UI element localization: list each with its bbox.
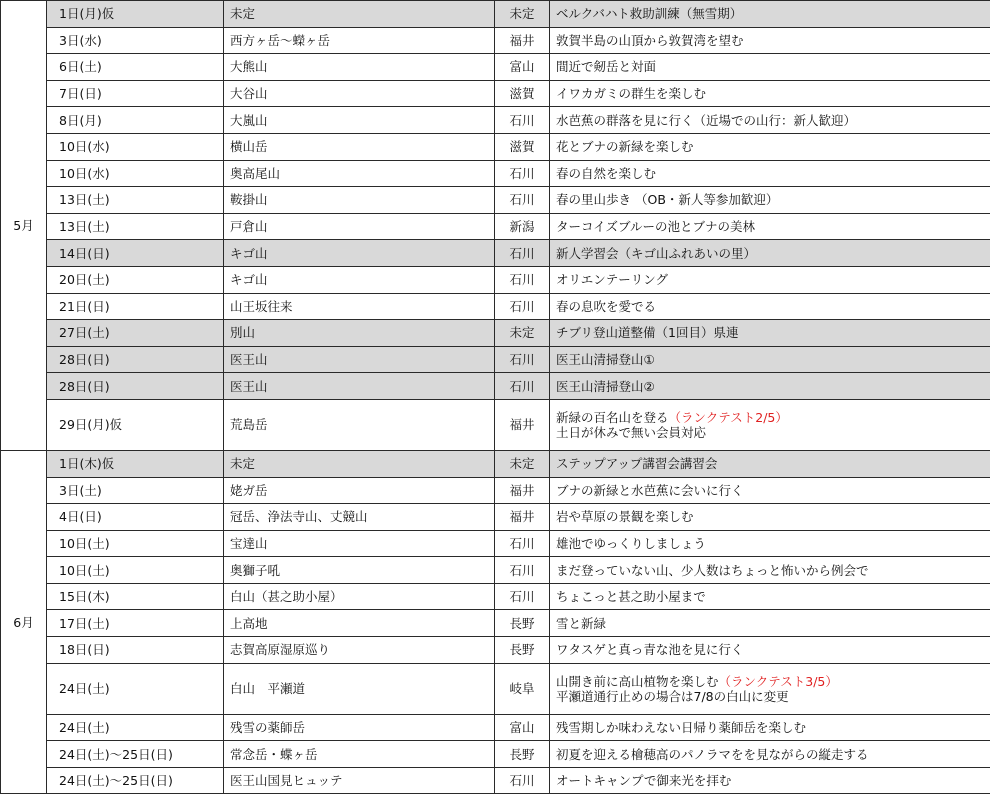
mountain-cell: 山王坂往来 xyxy=(224,293,495,320)
date-cell: 24日(土) xyxy=(47,714,224,741)
date-cell: 10日(水) xyxy=(47,160,224,187)
table-row xyxy=(1,610,990,637)
mountain-cell: 姥ガ岳 xyxy=(224,477,495,504)
mountain-cell: 別山 xyxy=(224,320,495,347)
table-row xyxy=(1,27,990,54)
date-cell: 7日(日) xyxy=(47,80,224,107)
month-cell: 6月 xyxy=(1,450,47,794)
table-row xyxy=(1,160,990,187)
mountain-cell: 白山 平瀬道 xyxy=(224,663,495,714)
date-cell: 29日(月)仮 xyxy=(47,399,224,450)
date-cell: 14日(日) xyxy=(47,240,224,267)
note-line xyxy=(556,410,990,425)
rank-test-label: （ランクテスト2/5） xyxy=(668,409,788,425)
note-cell: 春の息吹を愛でる xyxy=(550,293,990,320)
date-cell: 17日(土) xyxy=(47,610,224,637)
prefecture-cell: 石川 xyxy=(495,240,550,267)
prefecture-cell: 福井 xyxy=(495,504,550,531)
date-cell: 28日(日) xyxy=(47,346,224,373)
table-row xyxy=(1,714,990,741)
date-cell: 15日(木) xyxy=(47,583,224,610)
month-cell: 5月 xyxy=(1,1,47,451)
date-cell: 1日(月)仮 xyxy=(47,1,224,28)
date-cell: 6日(土) xyxy=(47,54,224,81)
note-cell: 敦賀半島の山頂から敦賀湾を望む xyxy=(550,27,990,54)
note-cell: 春の里山歩き （OB・新人等参加歓迎） xyxy=(550,187,990,214)
note-cell: 雄池でゆっくりしましょう xyxy=(550,530,990,557)
note-subline: 平瀬道通行止めの場合は7/8の白山に変更 xyxy=(556,688,789,704)
schedule-body xyxy=(1,1,990,794)
note-cell xyxy=(550,399,990,450)
note-subline: 土日が休みで無い会員対応 xyxy=(556,424,707,440)
mountain-cell: 奥高尾山 xyxy=(224,160,495,187)
prefecture-cell: 富山 xyxy=(495,54,550,81)
date-cell: 10日(水) xyxy=(47,133,224,160)
note-text: 新緑の百名山を登る xyxy=(556,409,669,425)
mountain-cell: 未定 xyxy=(224,450,495,477)
note-cell: ターコイズブルーの池とブナの美林 xyxy=(550,213,990,240)
note-cell: 雪と新緑 xyxy=(550,610,990,637)
mountain-cell: 冠岳、浄法寺山、丈競山 xyxy=(224,504,495,531)
table-row xyxy=(1,266,990,293)
table-row xyxy=(1,187,990,214)
note-cell: ちょこっと甚之助小屋まで xyxy=(550,583,990,610)
date-cell: 1日(木)仮 xyxy=(47,450,224,477)
prefecture-cell: 石川 xyxy=(495,293,550,320)
table-row xyxy=(1,107,990,134)
note-cell: まだ登っていない山、少人数はちょっと怖いから例会で xyxy=(550,557,990,584)
prefecture-cell: 石川 xyxy=(495,346,550,373)
mountain-cell: 戸倉山 xyxy=(224,213,495,240)
date-cell: 3日(土) xyxy=(47,477,224,504)
prefecture-cell: 新潟 xyxy=(495,213,550,240)
mountain-cell: 大熊山 xyxy=(224,54,495,81)
date-cell: 4日(日) xyxy=(47,504,224,531)
mountain-cell: キゴ山 xyxy=(224,266,495,293)
mountain-cell: 大嵐山 xyxy=(224,107,495,134)
note-cell: 岩や草原の景観を楽しむ xyxy=(550,504,990,531)
table-row xyxy=(1,450,990,477)
table-row xyxy=(1,504,990,531)
table-row xyxy=(1,346,990,373)
table-row xyxy=(1,293,990,320)
prefecture-cell: 富山 xyxy=(495,714,550,741)
date-cell: 10日(土) xyxy=(47,530,224,557)
date-cell: 3日(水) xyxy=(47,27,224,54)
prefecture-cell: 石川 xyxy=(495,767,550,794)
prefecture-cell: 滋賀 xyxy=(495,133,550,160)
table-row xyxy=(1,583,990,610)
table-row xyxy=(1,133,990,160)
prefecture-cell: 長野 xyxy=(495,637,550,664)
note-cell: チブリ登山道整備（1回目）県連 xyxy=(550,320,990,347)
mountain-cell: 常念岳・蝶ヶ岳 xyxy=(224,741,495,768)
date-cell: 24日(土)～25日(日) xyxy=(47,767,224,794)
table-row xyxy=(1,1,990,28)
prefecture-cell: 長野 xyxy=(495,610,550,637)
table-row xyxy=(1,80,990,107)
mountain-cell: 鞍掛山 xyxy=(224,187,495,214)
mountain-cell: 大谷山 xyxy=(224,80,495,107)
mountain-cell: 医王山 xyxy=(224,373,495,400)
prefecture-cell: 福井 xyxy=(495,477,550,504)
table-row xyxy=(1,557,990,584)
date-cell: 20日(土) xyxy=(47,266,224,293)
mountain-cell: 荒島岳 xyxy=(224,399,495,450)
prefecture-cell: 未定 xyxy=(495,450,550,477)
table-row xyxy=(1,373,990,400)
date-cell: 27日(土) xyxy=(47,320,224,347)
table-row xyxy=(1,767,990,794)
note-cell: ステップアップ講習会講習会 xyxy=(550,450,990,477)
table-row xyxy=(1,320,990,347)
note-cell: オートキャンプで御来光を拝む xyxy=(550,767,990,794)
table-row xyxy=(1,477,990,504)
date-cell: 24日(土) xyxy=(47,663,224,714)
table-row xyxy=(1,54,990,81)
prefecture-cell: 石川 xyxy=(495,373,550,400)
mountain-cell: 志賀高原湿原巡り xyxy=(224,637,495,664)
rank-test-label: （ランクテスト3/5） xyxy=(718,673,838,689)
prefecture-cell: 福井 xyxy=(495,27,550,54)
table-row xyxy=(1,240,990,267)
note-cell: 水芭蕉の群落を見に行く（近場での山行：新人歓迎） xyxy=(550,107,990,134)
table-row xyxy=(1,741,990,768)
prefecture-cell: 石川 xyxy=(495,557,550,584)
mountain-cell: 医王山 xyxy=(224,346,495,373)
note-cell: 間近で剱岳と対面 xyxy=(550,54,990,81)
date-cell: 21日(日) xyxy=(47,293,224,320)
note-cell: ベルクバハト救助訓練（無雪期） xyxy=(550,1,990,28)
table-row xyxy=(1,213,990,240)
mountain-cell: 残雪の薬師岳 xyxy=(224,714,495,741)
date-cell: 13日(土) xyxy=(47,213,224,240)
note-line xyxy=(556,674,990,689)
note-cell: 初夏を迎える檜穂高のパノラマをを見ながらの縦走する xyxy=(550,741,990,768)
prefecture-cell: 石川 xyxy=(495,187,550,214)
note-cell: 医王山清掃登山② xyxy=(550,373,990,400)
date-cell: 10日(土) xyxy=(47,557,224,584)
prefecture-cell: 石川 xyxy=(495,583,550,610)
note-cell: 花とブナの新緑を楽しむ xyxy=(550,133,990,160)
note-cell: イワカガミの群生を楽しむ xyxy=(550,80,990,107)
note-cell: ワタスゲと真っ青な池を見に行く xyxy=(550,637,990,664)
prefecture-cell: 滋賀 xyxy=(495,80,550,107)
date-cell: 13日(土) xyxy=(47,187,224,214)
note-cell: オリエンテーリング xyxy=(550,266,990,293)
mountain-cell: 西方ヶ岳～蠑ヶ岳 xyxy=(224,27,495,54)
date-cell: 24日(土)～25日(日) xyxy=(47,741,224,768)
prefecture-cell: 岐阜 xyxy=(495,663,550,714)
table-row xyxy=(1,399,990,450)
note-cell: 新人学習会（キゴ山ふれあいの里） xyxy=(550,240,990,267)
prefecture-cell: 石川 xyxy=(495,107,550,134)
prefecture-cell: 未定 xyxy=(495,320,550,347)
date-cell: 28日(日) xyxy=(47,373,224,400)
table-row xyxy=(1,637,990,664)
prefecture-cell: 未定 xyxy=(495,1,550,28)
mountain-cell: 白山（甚之助小屋） xyxy=(224,583,495,610)
note-cell: 残雪期しか味わえない日帰り薬師岳を楽しむ xyxy=(550,714,990,741)
table-row xyxy=(1,530,990,557)
prefecture-cell: 福井 xyxy=(495,399,550,450)
prefecture-cell: 石川 xyxy=(495,266,550,293)
mountain-cell: キゴ山 xyxy=(224,240,495,267)
mountain-cell: 横山岳 xyxy=(224,133,495,160)
note-cell xyxy=(550,663,990,714)
mountain-cell: 未定 xyxy=(224,1,495,28)
table-row xyxy=(1,663,990,714)
note-text: 山開き前に高山植物を楽しむ xyxy=(556,673,719,689)
mountain-cell: 奥獅子吼 xyxy=(224,557,495,584)
prefecture-cell: 長野 xyxy=(495,741,550,768)
date-cell: 8日(月) xyxy=(47,107,224,134)
note-cell: 春の自然を楽しむ xyxy=(550,160,990,187)
note-cell: 医王山清掃登山① xyxy=(550,346,990,373)
mountain-cell: 上高地 xyxy=(224,610,495,637)
date-cell: 18日(日) xyxy=(47,637,224,664)
mountain-cell: 医王山国見ヒュッテ xyxy=(224,767,495,794)
mountain-cell: 宝達山 xyxy=(224,530,495,557)
prefecture-cell: 石川 xyxy=(495,160,550,187)
prefecture-cell: 石川 xyxy=(495,530,550,557)
note-cell: ブナの新緑と水芭蕉に会いに行く xyxy=(550,477,990,504)
